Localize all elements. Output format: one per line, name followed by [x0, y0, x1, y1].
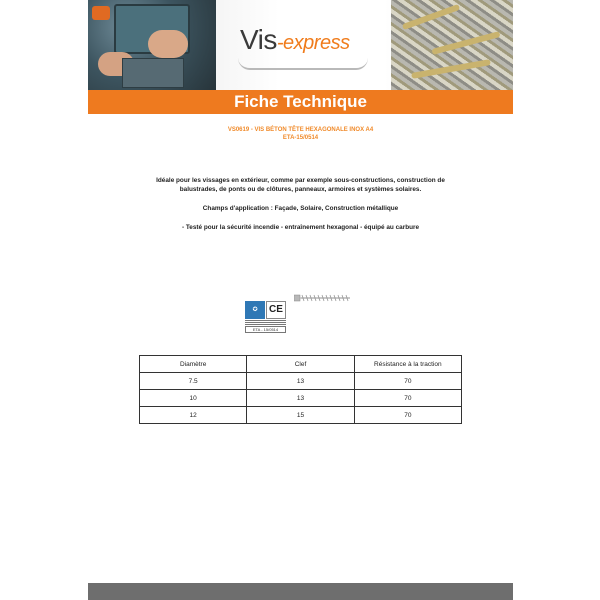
column-header: Clef	[247, 356, 354, 373]
column-header: Résistance à la traction	[354, 356, 461, 373]
ce-mark: CE	[266, 301, 286, 319]
specs-table-container	[139, 355, 462, 424]
table-row	[140, 373, 462, 390]
orange-tool	[92, 6, 110, 20]
table-header-row	[140, 356, 462, 373]
description-features: - Testé pour la sécurité incendie - entraînement hexagonal - équipé au carbure	[181, 224, 420, 231]
certification-badge	[245, 301, 287, 333]
table-cell: 70	[354, 407, 461, 424]
description-applications: Champs d'application : Façade, Solaire, Construction métallique	[202, 205, 399, 212]
table-row	[140, 407, 462, 424]
product-description	[138, 176, 463, 242]
table-cell: 15	[247, 407, 354, 424]
badge-stripes	[245, 320, 286, 325]
screws-photo	[391, 0, 513, 90]
hand-image	[148, 30, 188, 58]
screw-shape	[411, 59, 491, 79]
eta-label: ETA - 15/0514	[245, 326, 286, 333]
screw-icon	[294, 294, 352, 302]
table-cell: 12	[140, 407, 247, 424]
header-banner	[88, 0, 513, 90]
table-cell: 70	[354, 390, 461, 407]
product-ref-line: VS0619 - VIS BÉTON TÊTE HEXAGONALE INOX A4	[227, 127, 374, 133]
table-cell: 10	[140, 390, 247, 407]
parts-tray	[122, 58, 184, 88]
description-intro: Idéale pour les vissages en extérieur, comme par exemple sous-constructions, construction de balustrades, de ponts ou de clôtures, panneaux, armoires et systèmes solaires.	[156, 177, 445, 193]
table-row	[140, 390, 462, 407]
eu-cert-icon: ✪	[245, 301, 265, 319]
table-cell: 7.5	[140, 373, 247, 390]
product-reference	[88, 126, 513, 142]
screw-shape	[431, 31, 500, 55]
column-header: Diamètre	[140, 356, 247, 373]
footer-bar	[88, 583, 513, 600]
table-cell: 70	[354, 373, 461, 390]
logo-swoosh	[238, 58, 368, 70]
datasheet-page	[88, 0, 513, 600]
screw-shape	[402, 4, 460, 30]
title-bar	[88, 90, 513, 114]
specs-table	[139, 355, 462, 424]
product-eta-line: ETA-15/0514	[282, 135, 319, 141]
page-title: Fiche Technique	[234, 92, 367, 111]
logo-main: Vis	[240, 24, 277, 55]
table-cell: 13	[247, 373, 354, 390]
brand-logo	[240, 24, 350, 56]
tools-photo	[88, 0, 216, 90]
table-cell: 13	[247, 390, 354, 407]
logo-suffix: -express	[276, 32, 350, 54]
